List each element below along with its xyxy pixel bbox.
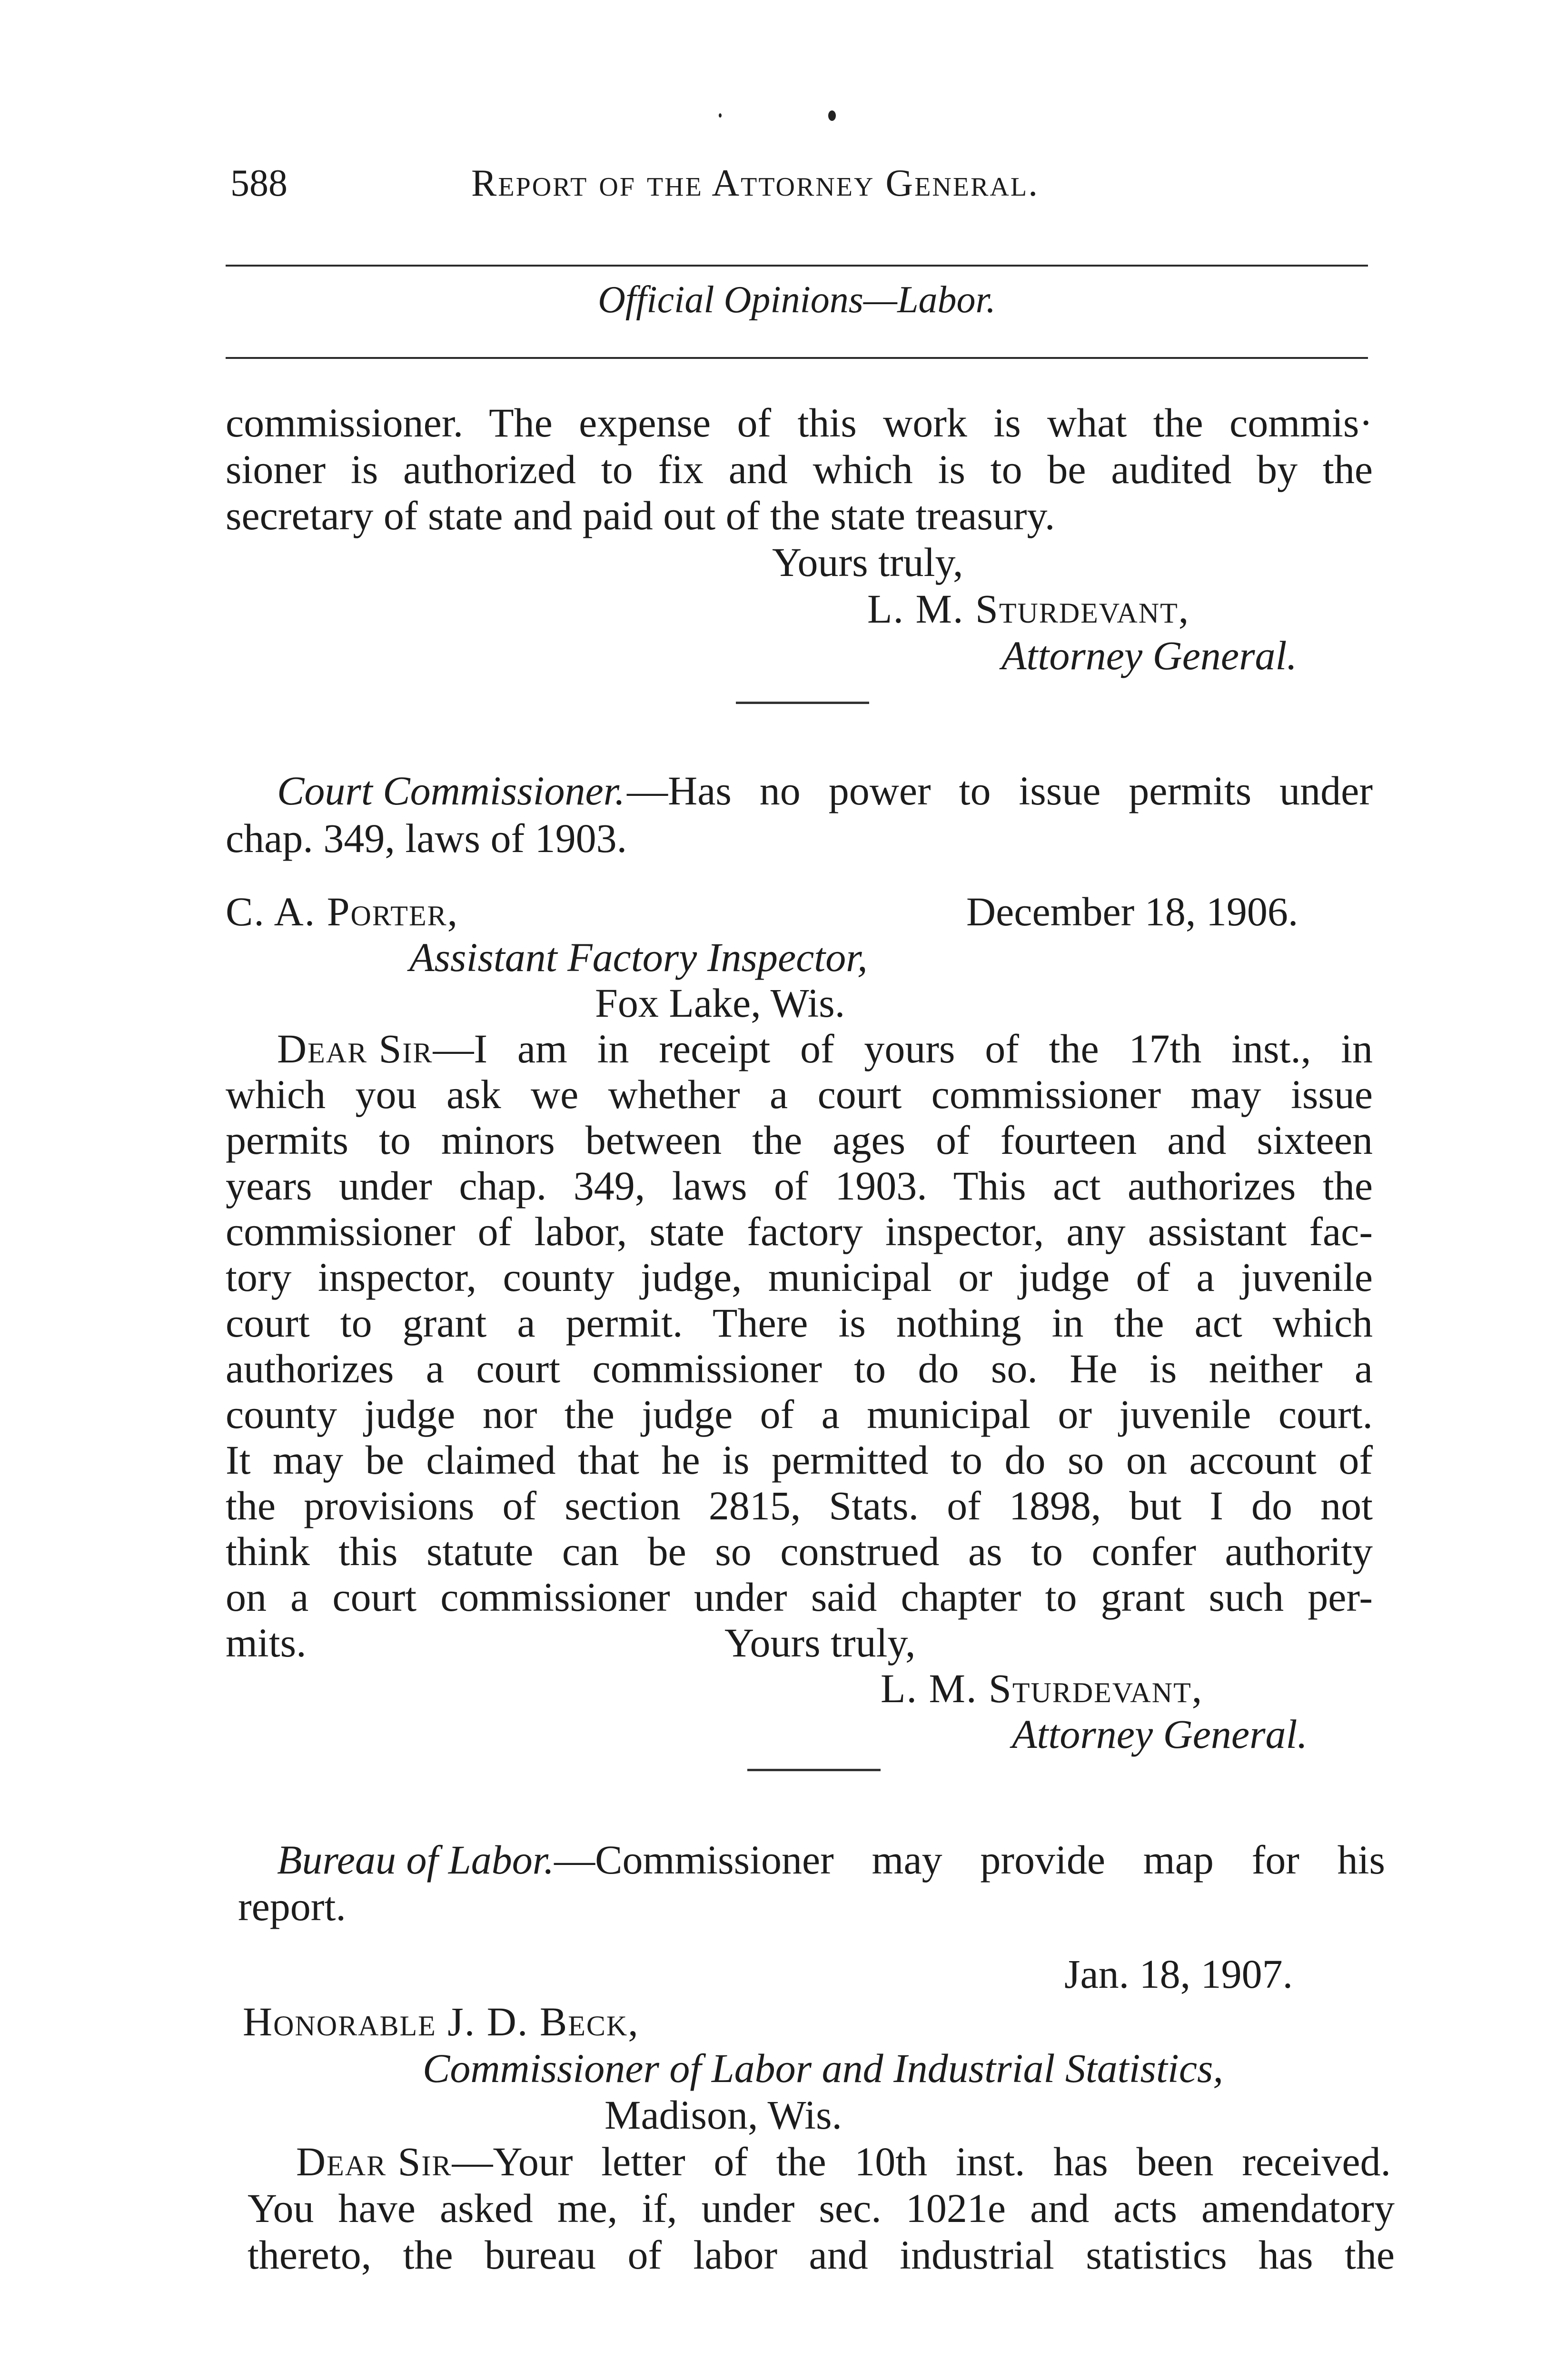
body-line: commissioner of labor, state factory inspector, any assistant fac- — [226, 1209, 1373, 1254]
body-line: think this statute can be so construed as to confer authority — [226, 1528, 1373, 1574]
salutation-line — [277, 1028, 1373, 1069]
header-rule-bottom — [226, 357, 1368, 359]
addressee-name: C. A. Porter, — [226, 889, 459, 934]
addressee-title: Commissioner of Labor and Industrial Statistics, — [423, 2045, 1223, 2091]
signer-title: Attorney General. — [1012, 1711, 1308, 1757]
headnote — [277, 1837, 1385, 1883]
body-line: authorizes a court commissioner to do so. He is neither a — [226, 1346, 1373, 1391]
body-line: secretary of state and paid out of the state treasury. — [226, 493, 1055, 538]
letter-date: Jan. 18, 1907. — [1064, 1951, 1293, 1997]
print-speck — [719, 113, 722, 118]
body-line: You have asked me, if, under sec. 1021e and acts amendatory — [248, 2185, 1395, 2231]
print-speck — [828, 110, 836, 121]
running-title: Report of the Attorney General. — [471, 162, 1040, 204]
salutation: Dear Sir — [277, 1026, 433, 1071]
headnote-text: —Has no power to issue permits under — [627, 768, 1373, 813]
headnote-text-continued: chap. 349, laws of 1903. — [226, 815, 627, 861]
headnote-topic: Court Commissioner. — [277, 768, 625, 813]
body-line: county judge nor the judge of a municipal or juvenile court. — [226, 1391, 1373, 1437]
body-line: —I am in receipt of yours of the 17th inst., in — [433, 1026, 1373, 1071]
body-line: It may be claimed that he is permitted to do so on account of — [226, 1437, 1373, 1483]
body-line: thereto, the bureau of labor and industrial statistics has the — [248, 2232, 1395, 2278]
body-line: court to grant a permit. There is nothing in the act which — [226, 1300, 1373, 1346]
headnote — [277, 770, 1373, 811]
body-line: tory inspector, county judge, municipal or judge of a juvenile — [226, 1254, 1373, 1300]
addressee-name: Honorable J. D. Beck, — [243, 1999, 639, 2044]
salutation-line — [296, 2141, 1391, 2182]
addressee-title: Assistant Factory Inspector, — [409, 934, 868, 980]
body-line: commissioner. The expense of this work is what the commis· — [226, 400, 1373, 446]
signer-name: L. M. Sturdevant, — [881, 1666, 1203, 1711]
page-number: 588 — [230, 162, 287, 204]
signer-name: L. M. Sturdevant, — [867, 586, 1190, 632]
body-line: on a court commissioner under said chapter to grant such per- — [226, 1574, 1373, 1620]
body-line: —Your letter of the 10th inst. has been received. — [452, 2139, 1391, 2184]
headnote-text-continued: report. — [238, 1884, 346, 1929]
body-line: permits to minors between the ages of fourteen and sixteen — [226, 1117, 1373, 1163]
addressee-place: Fox Lake, Wis. — [595, 980, 845, 1026]
body-line: mits. — [226, 1620, 307, 1666]
body-line: years under chap. 349, laws of 1903. This act authorizes the — [226, 1163, 1373, 1209]
salutation: Dear Sir — [296, 2139, 452, 2184]
headnote-text: —Commissioner may provide map for his — [554, 1837, 1385, 1883]
section-heading: Official Opinions—Labor. — [598, 279, 996, 321]
header-rule-top — [226, 265, 1368, 267]
section-separator — [747, 1769, 881, 1771]
closing: Yours truly, — [724, 1620, 916, 1666]
addressee-place: Madison, Wis. — [605, 2092, 842, 2138]
section-separator — [736, 702, 869, 704]
headnote-topic: Bureau of Labor. — [277, 1837, 555, 1883]
body-line: which you ask we whether a court commissioner may issue — [226, 1071, 1373, 1117]
body-line: sioner is authorized to fix and which is to be audited by the — [226, 446, 1373, 492]
closing: Yours truly, — [772, 539, 963, 585]
letter-date: December 18, 1906. — [966, 889, 1298, 934]
body-line: the provisions of section 2815, Stats. of 1898, but I do not — [226, 1483, 1373, 1528]
signer-title: Attorney General. — [1001, 633, 1297, 678]
